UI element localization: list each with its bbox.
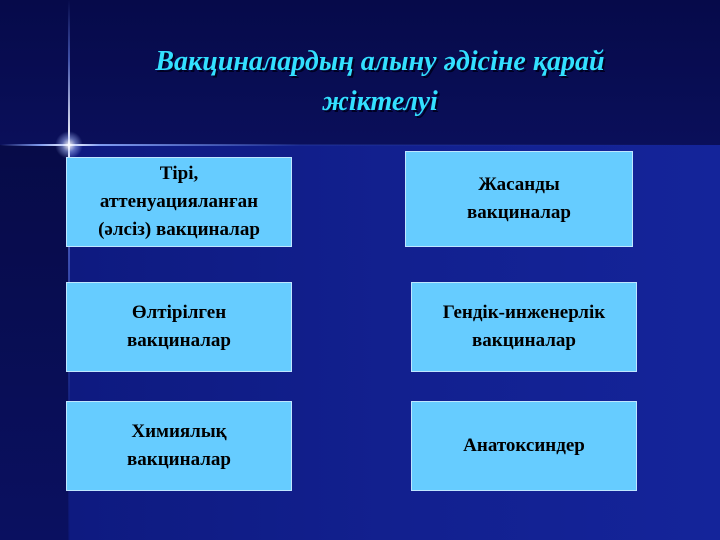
horizontal-light-line	[0, 144, 720, 146]
box-live-attenuated-vaccines: Тірі, аттенуацияланған (әлсіз) вакциналар	[66, 157, 292, 247]
sparkle-icon	[55, 131, 83, 159]
box-toxoids: Анатоксиндер	[411, 401, 637, 491]
slide-title: Вакциналардың алыну әдісіне қарай жіктелуі	[155, 46, 605, 117]
box-synthetic-vaccines: Жасанды вакциналар	[405, 151, 633, 247]
box-genetic-engineered-vaccines: Гендік-инженерлік вакциналар	[411, 282, 637, 372]
background-left-stripe	[0, 145, 68, 540]
box-killed-vaccines: Өлтірілген вакциналар	[66, 282, 292, 372]
box-chemical-vaccines: Химиялық вакциналар	[66, 401, 292, 491]
